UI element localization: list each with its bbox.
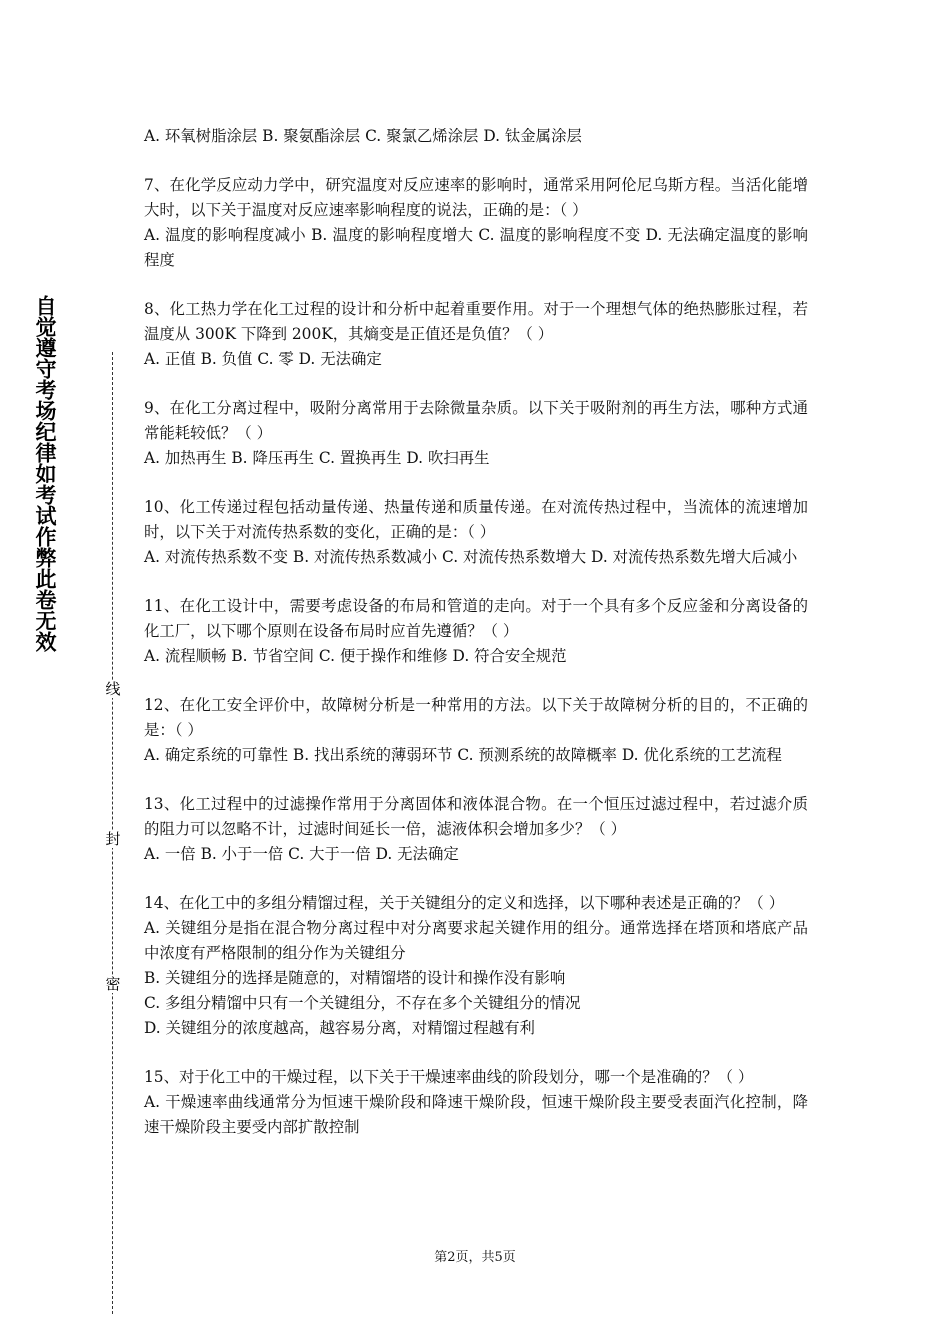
question-options: A. 干燥速率曲线通常分为恒速干燥阶段和降速干燥阶段，恒速干燥阶段主要受表面汽化控制，降速干燥阶段主要受内部扩散控制 [144, 1093, 808, 1136]
question-options: A. 确定系统的可靠性 B. 找出系统的薄弱环节 C. 预测系统的故障概率 D. 优化系统的工艺流程 [144, 746, 782, 764]
question-options: A. 关键组分是指在混合物分离过程中对分离要求起关键作用的组分。通常选择在塔顶和塔底产品中浓度有严格限制的组分作为关键组分 [144, 919, 808, 962]
question-stem: 11、在化工设计中，需要考虑设备的布局和管道的走向。对于一个具有多个反应釜和分离设备的化工厂，以下哪个原则在设备布局时应首先遵循？（ ） [144, 597, 808, 640]
binding-label-line: 线 [105, 680, 121, 698]
question-stem: 14、在化工中的多组分精馏过程，关于关键组分的定义和选择，以下哪种表述是正确的？（ ） [144, 894, 785, 912]
exam-discipline-notice: 自觉遵守考场纪律如考试作弊此卷无效 [33, 295, 57, 652]
question-block [144, 693, 808, 768]
page-number-footer: 第2页，共5页 [434, 1250, 516, 1265]
question-options: A. 流程顺畅 B. 节省空间 C. 便于操作和维修 D. 符合安全规范 [144, 647, 567, 665]
question-options: A. 加热再生 B. 降压再生 C. 置换再生 D. 吹扫再生 [144, 449, 490, 467]
question-list [144, 124, 808, 1164]
question-options: A. 正值 B. 负值 C. 零 D. 无法确定 [144, 350, 382, 368]
binding-label-secret: 密 [105, 975, 121, 993]
question-block [144, 173, 808, 273]
question-options: C. 多组分精馏中只有一个关键组分，不存在多个关键组分的情况 [144, 994, 581, 1012]
question-stem: 9、在化工分离过程中，吸附分离常用于去除微量杂质。以下关于吸附剂的再生方法，哪种方式通常能耗较低？（ ） [144, 399, 808, 442]
question-block [144, 1065, 808, 1140]
question-block [144, 594, 808, 669]
question-block [144, 396, 808, 471]
question-stem: 7、在化学反应动力学中，研究温度对反应速率的影响时，通常采用阿伦尼乌斯方程。当活化能增大时，以下关于温度对反应速率影响程度的说法，正确的是：（ ） [144, 176, 808, 219]
binding-label-seal: 封 [105, 830, 121, 848]
question-stem: 8、化工热力学在化工过程的设计和分析中起着重要作用。对于一个理想气体的绝热膨胀过程，若温度从 300K 下降到 200K，其熵变是正值还是负值？（ ） [144, 300, 808, 343]
questions-container [144, 173, 808, 1140]
question-stem: 15、对于化工中的干燥过程，以下关于干燥速率曲线的阶段划分，哪一个是准确的？（ ） [144, 1068, 754, 1086]
question-options: A. 对流传热系数不变 B. 对流传热系数减小 C. 对流传热系数增大 D. 对流传热系数先增大后减小 [144, 548, 798, 566]
question-stem: 13、化工过程中的过滤操作常用于分离固体和液体混合物。在一个恒压过滤过程中，若过滤介质的阻力可以忽略不计，过滤时间延长一倍，滤液体积会增加多少？（ ） [144, 795, 808, 838]
question-block [144, 297, 808, 372]
question-stem: 10、化工传递过程包括动量传递、热量传递和质量传递。在对流传热过程中，当流体的流速增加时，以下关于对流传热系数的变化，正确的是：（ ） [144, 498, 808, 541]
question-block [144, 891, 808, 1041]
question-options: A. 一倍 B. 小于一倍 C. 大于一倍 D. 无法确定 [144, 845, 459, 863]
question-stem: 12、在化工安全评价中，故障树分析是一种常用的方法。以下关于故障树分析的目的，不正确的是：（ ） [144, 696, 808, 739]
question-block [144, 495, 808, 570]
question-options: A. 温度的影响程度减小 B. 温度的影响程度增大 C. 温度的影响程度不变 D. 无法确定温度的影响程度 [144, 226, 808, 269]
previous-question-options: A. 环氧树脂涂层 B. 聚氨酯涂层 C. 聚氯乙烯涂层 D. 钛金属涂层 [144, 127, 582, 145]
question-options: B. 关键组分的选择是随意的，对精馏塔的设计和操作没有影响 [144, 969, 566, 987]
question-options: D. 关键组分的浓度越高，越容易分离，对精馏过程越有利 [144, 1019, 535, 1037]
question-block [144, 792, 808, 867]
